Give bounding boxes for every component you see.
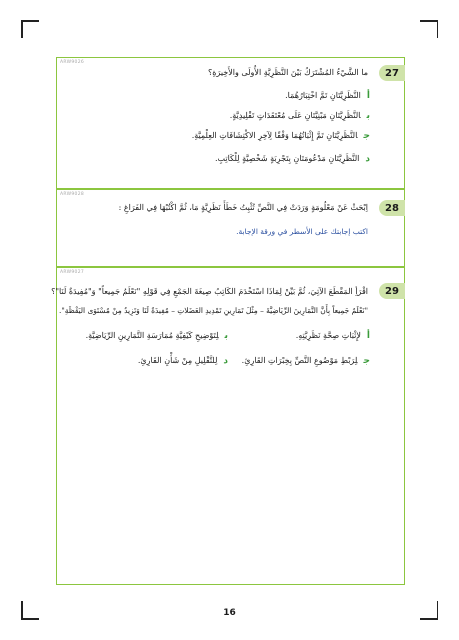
option-letter: د [223,356,228,366]
question-number: 29 [379,283,405,299]
option-text: النَّظَرِيَّتَانِ تَمَّ إِثْبَاتُهُمَا وَفْقًا لِآخِرِ الاكْتِشَافَاتِ العِلْمِيَّةِ. [191,131,358,140]
question-text: اقْرَأِ المَقْطَعَ الآتِيَ، ثُمَّ بَيِّنْ لِمَاذَا اسْتَخْدَمَ الكَاتِبُ صِيغَةَ الجَمْعِ فِي قَوْلِهِ "نَعْلَمُ جَمِيعاً" وَ"مُفِيدَةٌ لَنَا"؟ [51,287,368,296]
question-divider [57,266,404,268]
option-d[interactable] [138,356,228,366]
question-text: ما الشَّيْءُ المُشْتَرَكُ بَيْنَ النَّظَرِيَّةِ الأُولَى والأَخِيرَةِ؟ [208,68,368,77]
crop-mark-bottom-right-h [420,618,438,620]
option-b[interactable] [86,331,228,341]
option-text: لإِثْبَاتِ صِحَّةِ نَظَرِيَّتِهِ. [295,331,361,340]
question-code: ARW9028 [60,192,85,197]
option-a[interactable] [296,331,370,341]
page-number: 16 [223,608,236,618]
option-letter: ب [224,331,228,341]
option-d[interactable] [215,154,370,164]
question-number: 28 [379,200,405,216]
option-text: النَّظَرِيَّتَانِ مَبْنِيَّتَانِ عَلَى مُعْتَقَدَاتٍ تَقْلِيدِيَّةٍ. [229,111,361,120]
option-a[interactable] [285,91,370,101]
option-letter: ج [363,131,370,141]
option-letter: ب [366,111,370,121]
option-c[interactable] [242,356,370,366]
question-code: ARW9027 [60,270,85,275]
option-text: النَّظَرِيَّتَانِ مَدْعُومَتَانِ بِتَجْرِبَةٍ شَخْصِيَّةٍ لِلْكَاتِبِ. [214,154,360,163]
option-text: النَّظَرِيَّتَانِ تَمَّ اخْتِبَارُهُمَا. [285,91,361,100]
questions-frame [51,57,405,585]
option-b[interactable] [230,111,370,121]
option-text: لِرَبْطِ مَوْضُوعِ النَّصِّ بِخِبْرَاتِ القَارِئِ. [241,356,358,365]
option-letter: ج [363,356,370,366]
option-letter: د [365,154,370,164]
crop-mark-bottom-left-h [21,618,39,620]
option-letter: أ [366,331,370,341]
question-code: ARW9026 [60,60,85,65]
crop-mark-top-left-v [21,20,23,38]
crop-mark-top-left-h [21,20,39,22]
option-text: لِتَوْضِيحِ كَيْفِيَّةِ مُمَارَسَةِ التَّمَارِينِ الرِّيَاضِيَّةِ. [85,331,219,340]
quoted-passage: "نَعْلَمُ جَمِيعاً بِأَنَّ التَّمَارِينَ الرِّيَاضِيَّةَ – مِثْلَ تَمَارِينِ تَمْدِيدِ العَضَلاتِ – مُفِيدَةٌ لَنَا وَتَزِيدُ مِنْ مُسْتَوَى اليَقْظَةِ". [59,306,368,315]
question-divider [57,188,404,190]
question-number: 27 [379,65,405,81]
question-text: اِبْحَثْ عَنْ مَعْلُومَةٍ وَرَدَتْ فِي النَّصِّ تُثْبِتُ خَطَأَ نَظَرِيَّةٍ مَا، ثُمَّ اكْتُبْهَا فِي الفَرَاغِ : [118,203,368,212]
crop-mark-top-right-h [420,20,438,22]
crop-mark-top-right-v [437,20,439,38]
option-text: لِلتَّقْلِيلِ مِنْ شَأْنِ القَارِئِ. [137,356,218,365]
option-c[interactable] [192,131,370,141]
option-letter: أ [366,91,370,101]
answer-instruction: اكتب إجابتك على الأسطر في ورقة الإجابة. [236,227,368,236]
